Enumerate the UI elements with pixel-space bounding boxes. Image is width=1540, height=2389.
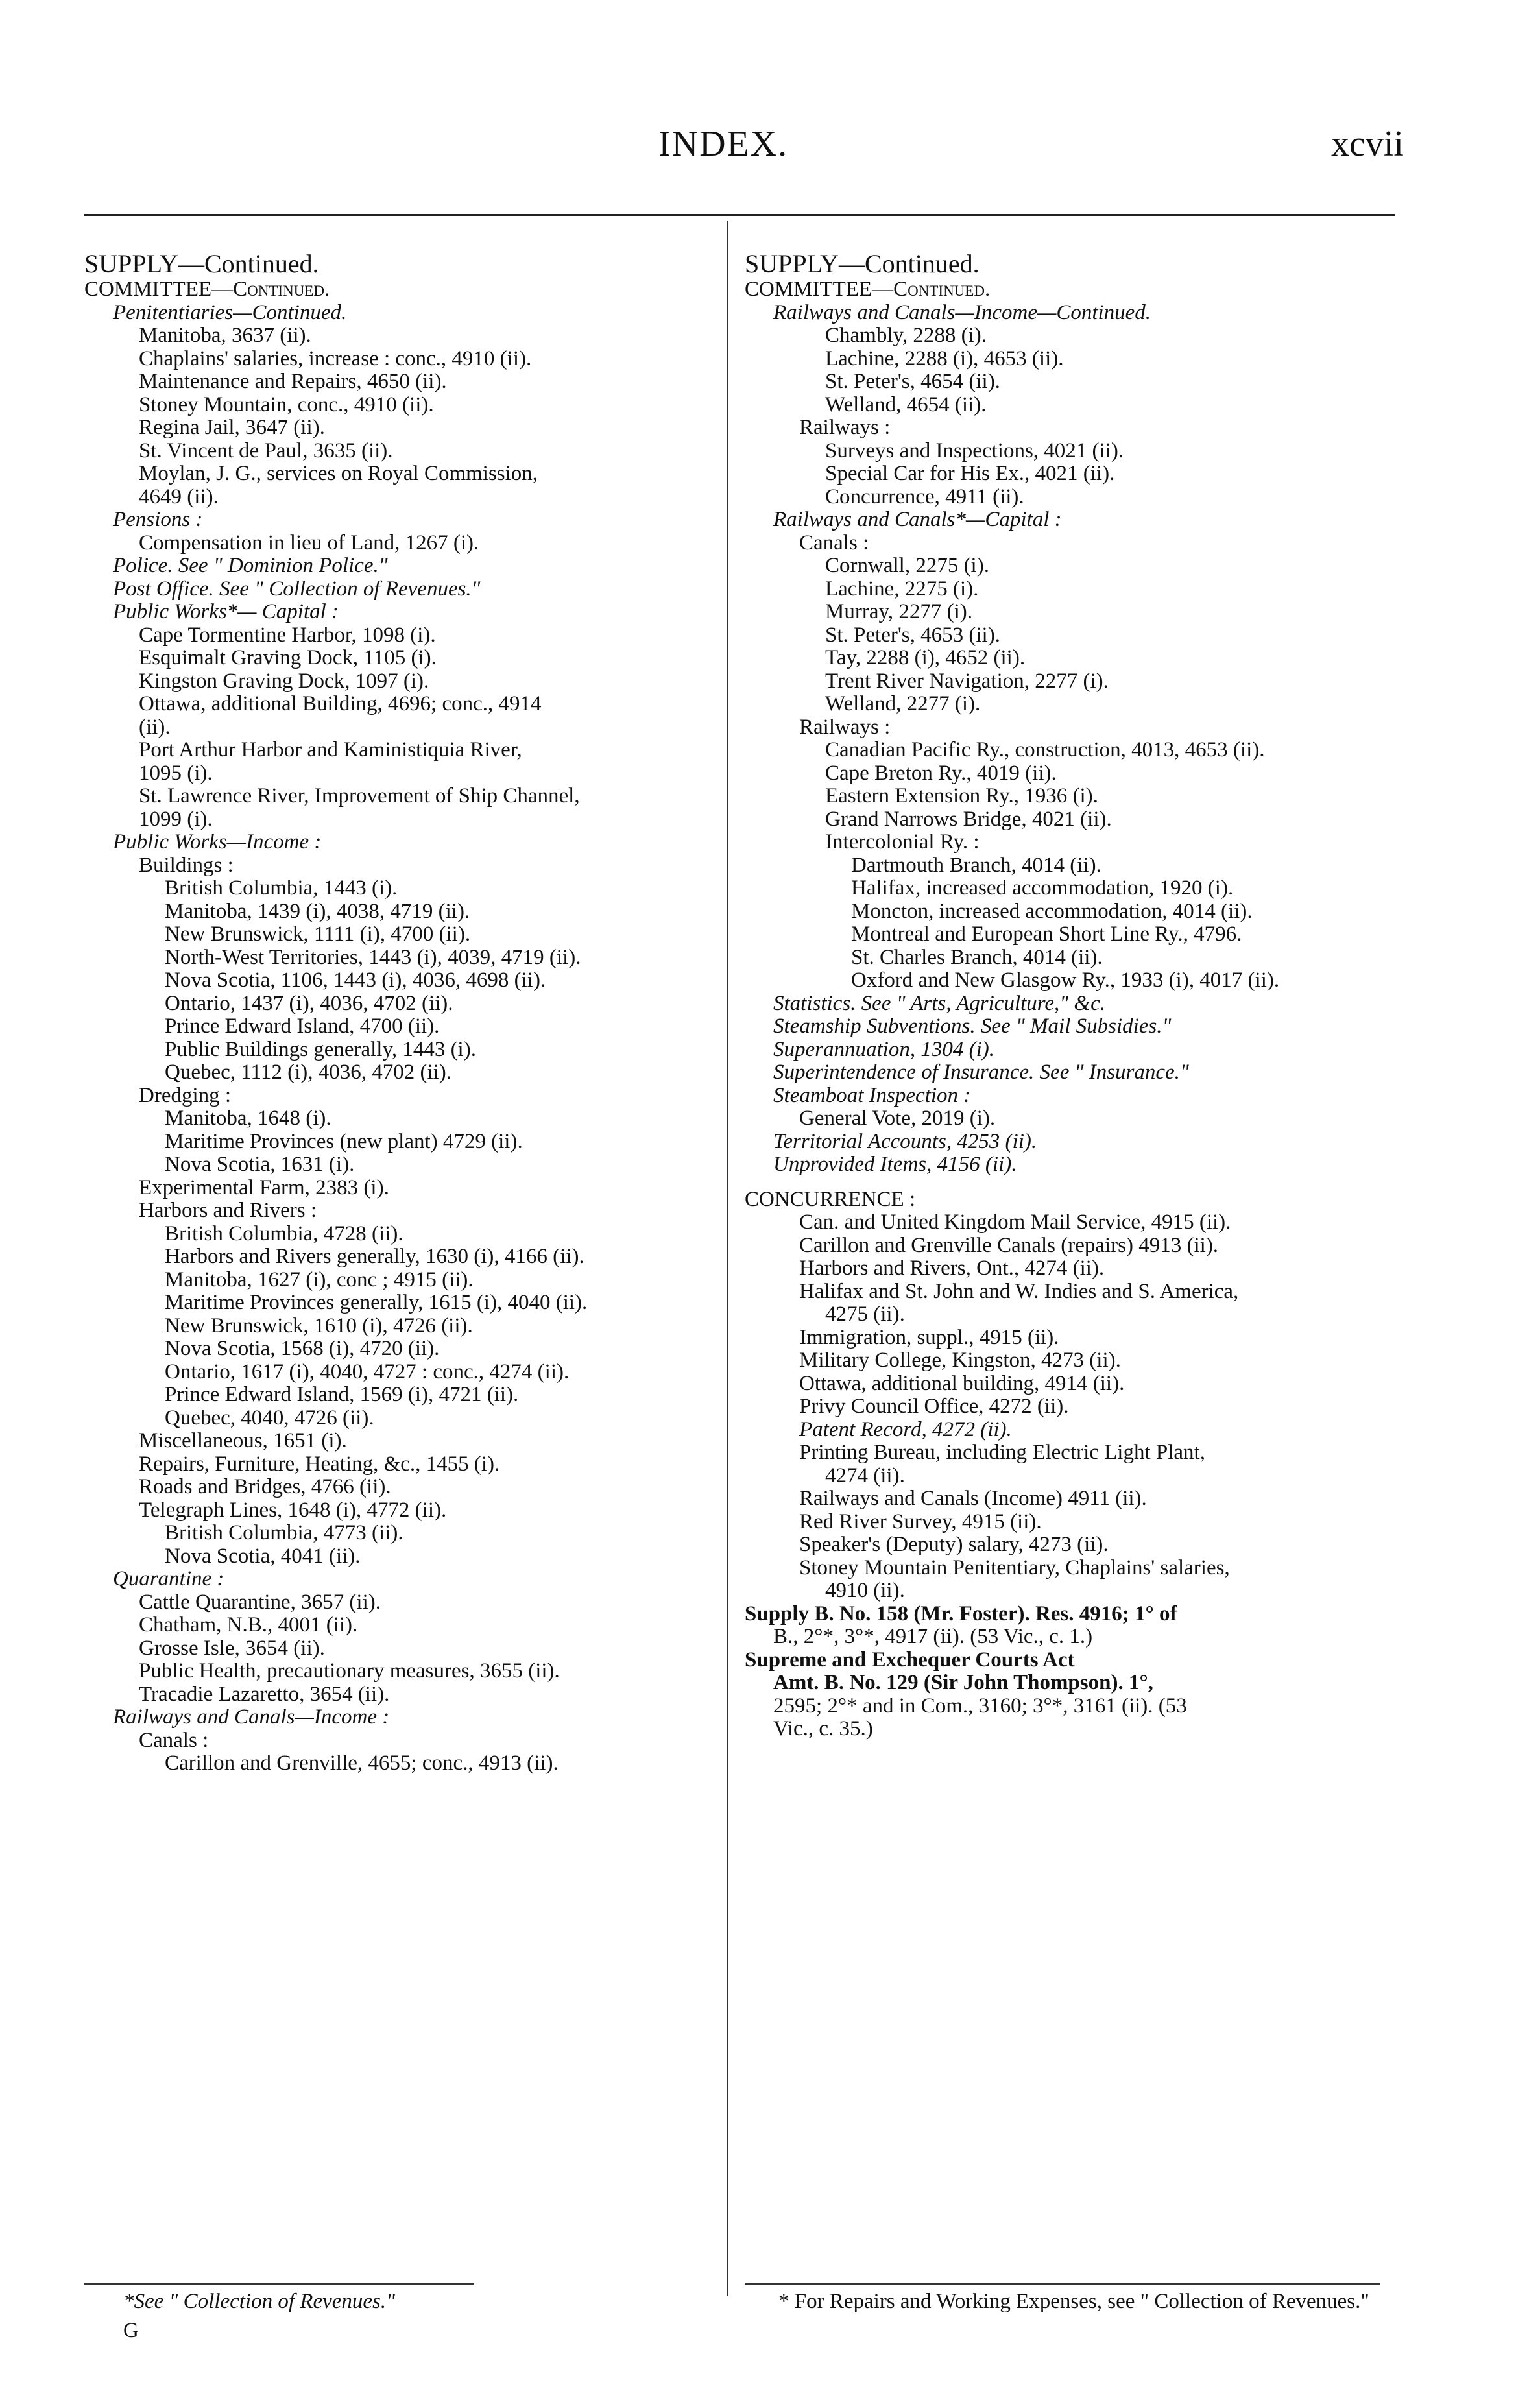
index-entry: 4649 (ii). <box>139 485 219 509</box>
index-entry: Concurrence, 4911 (ii). <box>825 485 1024 509</box>
index-entry: Privy Council Office, 4272 (ii). <box>799 1395 1069 1418</box>
index-entry: Ontario, 1617 (i), 4040, 4727 : conc., 4274 (ii). <box>165 1360 570 1384</box>
index-entry: Special Car for His Ex., 4021 (ii). <box>825 462 1115 485</box>
index-entry: Stoney Mountain Penitentiary, Chaplains' salaries, <box>799 1555 1230 1579</box>
index-entry: Tracadie Lazaretto, 3654 (ii). <box>139 1682 390 1706</box>
index-entry: Nova Scotia, 1631 (i). <box>165 1153 355 1176</box>
index-entry: New Brunswick, 1610 (i), 4726 (ii). <box>165 1314 473 1338</box>
page-header <box>0 123 1540 182</box>
index-entry: Miscellaneous, 1651 (i). <box>139 1429 347 1452</box>
index-entry: Lachine, 2288 (i), 4653 (ii). <box>825 346 1064 370</box>
index-entry: Manitoba, 3637 (ii). <box>139 324 311 347</box>
index-entry: Maritime Provinces (new plant) 4729 (ii). <box>165 1129 523 1153</box>
index-entry: Grosse Isle, 3654 (ii). <box>139 1636 325 1660</box>
index-entry: Lachine, 2275 (i). <box>825 577 979 601</box>
index-entry: Welland, 4654 (ii). <box>825 392 987 416</box>
page-number: xcvii <box>1331 124 1404 164</box>
index-entry: Supply B. No. 158 (Mr. Foster). Res. 4916; 1° of <box>745 1602 1177 1626</box>
index-entry: 4910 (ii). <box>825 1579 905 1602</box>
signature-mark: G <box>123 2319 139 2342</box>
index-entry: Chambly, 2288 (i). <box>825 324 987 347</box>
index-entry: British Columbia, 4728 (ii). <box>165 1221 403 1245</box>
index-entry: Esquimalt Graving Dock, 1105 (i). <box>139 646 437 669</box>
index-entry: Halifax and St. John and W. Indies and S. America, <box>799 1279 1239 1303</box>
index-entry: Repairs, Furniture, Heating, &c., 1455 (i). <box>139 1452 500 1476</box>
index-entry: Surveys and Inspections, 4021 (ii). <box>825 438 1124 462</box>
index-entry: Manitoba, 1439 (i), 4038, 4719 (ii). <box>165 899 470 923</box>
index-entry: St. Lawrence River, Improvement of Ship Channel, <box>139 784 580 808</box>
index-entry: Post Office. See " Collection of Revenues." <box>113 577 481 601</box>
index-entry: Printing Bureau, including Electric Light Plant, <box>799 1441 1205 1464</box>
index-entry: Stoney Mountain, conc., 4910 (ii). <box>139 392 434 416</box>
index-entry: Maritime Provinces generally, 1615 (i), 4040 (ii). <box>165 1291 588 1314</box>
index-entry: 1095 (i). <box>139 761 213 785</box>
index-entry: B., 2°*, 3°*, 4917 (ii). (53 Vic., c. 1.) <box>773 1625 1093 1648</box>
index-entry: Prince Edward Island, 1569 (i), 4721 (ii). <box>165 1383 519 1406</box>
index-entry: Chatham, N.B., 4001 (ii). <box>139 1613 358 1637</box>
index-entry: Military College, Kingston, 4273 (ii). <box>799 1349 1121 1372</box>
index-entry: Cape Breton Ry., 4019 (ii). <box>825 761 1057 785</box>
index-entry: Steamboat Inspection : <box>773 1083 971 1107</box>
index-entry: 2595; 2°* and in Com., 3160; 3°*, 3161 (ii). (53 <box>773 1694 1187 1718</box>
index-entry: Superannuation, 1304 (i). <box>773 1037 994 1061</box>
index-entry: Canals : <box>139 1728 209 1752</box>
index-entry: Telegraph Lines, 1648 (i), 4772 (ii). <box>139 1498 447 1522</box>
index-entry: Unprovided Items, 4156 (ii). <box>773 1153 1017 1176</box>
index-entry: Statistics. See " Arts, Agriculture," &c. <box>773 991 1105 1015</box>
left-column <box>84 250 707 1775</box>
index-entry: Railways and Canals—Income—Continued. <box>773 300 1151 324</box>
index-entry: Superintendence of Insurance. See " Insurance." <box>773 1061 1189 1084</box>
index-entry: Railways and Canals*—Capital : <box>773 508 1062 531</box>
page-title: INDEX. <box>658 124 789 164</box>
index-entry: General Vote, 2019 (i). <box>799 1107 996 1130</box>
index-entry: Welland, 2277 (i). <box>825 692 981 715</box>
index-entry: Dredging : <box>139 1083 232 1107</box>
index-entry: Buildings : <box>139 853 234 877</box>
index-entry: Steamship Subventions. See " Mail Subsidies." <box>773 1014 1172 1038</box>
footnote-left: *See " Collection of Revenues." <box>123 2290 395 2313</box>
index-entry: Can. and United Kingdom Mail Service, 4915 (ii). <box>799 1210 1231 1234</box>
index-entry: Pensions : <box>113 508 203 531</box>
index-entry: Quebec, 4040, 4726 (ii). <box>165 1406 374 1430</box>
index-entry: Experimental Farm, 2383 (i). <box>139 1175 389 1199</box>
index-entry: Railways : <box>799 715 891 739</box>
index-entry: Cornwall, 2275 (i). <box>825 554 989 577</box>
index-entry: Public Works—Income : <box>113 830 322 854</box>
index-entry: Port Arthur Harbor and Kaministiquia River, <box>139 738 522 762</box>
index-entry: Railways and Canals (Income) 4911 (ii). <box>799 1487 1147 1510</box>
index-entry: Eastern Extension Ry., 1936 (i). <box>825 784 1098 808</box>
index-entry: St. Vincent de Paul, 3635 (ii). <box>139 438 393 462</box>
index-entry: Carillon and Grenville, 4655; conc., 4913 (ii). <box>165 1751 559 1775</box>
index-entry: Halifax, increased accommodation, 1920 (i). <box>851 876 1234 900</box>
index-entry: Nova Scotia, 4041 (ii). <box>165 1544 361 1568</box>
index-entry: COMMITTEE—Continued. <box>745 278 991 301</box>
index-entry: Dartmouth Branch, 4014 (ii). <box>851 853 1101 877</box>
index-entry: Railways : <box>799 416 891 439</box>
index-entry: Kingston Graving Dock, 1097 (i). <box>139 669 429 693</box>
index-entry: North-West Territories, 1443 (i), 4039, 4719 (ii). <box>165 945 581 969</box>
index-entry: Vic., c. 35.) <box>773 1717 873 1740</box>
index-entry: Regina Jail, 3647 (ii). <box>139 416 325 439</box>
index-entry: Trent River Navigation, 2277 (i). <box>825 669 1109 693</box>
section-heading: SUPPLY—Continued. <box>745 249 980 278</box>
index-entry: Ottawa, additional building, 4914 (ii). <box>799 1371 1125 1395</box>
index-entry: COMMITTEE—Continued. <box>84 278 330 301</box>
index-entry: Manitoba, 1627 (i), conc ; 4915 (ii). <box>165 1267 474 1291</box>
index-entry: 4275 (ii). <box>825 1303 905 1326</box>
index-entry: 4274 (ii). <box>825 1463 905 1487</box>
index-entry: Harbors and Rivers generally, 1630 (i), 4166 (ii). <box>165 1245 584 1268</box>
index-entry: Patent Record, 4272 (ii). <box>799 1417 1012 1441</box>
index-entry: CONCURRENCE : <box>745 1187 916 1211</box>
index-entry: St. Charles Branch, 4014 (ii). <box>851 945 1103 969</box>
index-entry: Manitoba, 1648 (i). <box>165 1107 331 1130</box>
index-entry: Public Works*— Capital : <box>113 600 339 623</box>
footnote-rule-left <box>84 2283 474 2285</box>
footnote-right: * For Repairs and Working Expenses, see " Collection of Revenues." <box>778 2290 1369 2313</box>
index-entry: 1099 (i). <box>139 807 213 831</box>
index-entry: Compensation in lieu of Land, 1267 (i). <box>139 531 479 555</box>
index-entry: Moncton, increased accommodation, 4014 (ii). <box>851 899 1253 923</box>
index-entry: Immigration, suppl., 4915 (ii). <box>799 1325 1059 1349</box>
index-entry: Speaker's (Deputy) salary, 4273 (ii). <box>799 1533 1109 1556</box>
footnote-rule-right <box>745 2283 1380 2285</box>
index-entry: Nova Scotia, 1568 (i), 4720 (ii). <box>165 1337 440 1360</box>
index-entry: Intercolonial Ry. : <box>825 830 980 854</box>
index-entry: Supreme and Exchequer Courts Act <box>745 1648 1075 1672</box>
index-entry: Chaplains' salaries, increase : conc., 4910 (ii). <box>139 346 532 370</box>
index-entry: Oxford and New Glasgow Ry., 1933 (i), 4017 (ii). <box>851 968 1280 992</box>
index-entry: Roads and Bridges, 4766 (ii). <box>139 1475 391 1498</box>
section-heading: SUPPLY—Continued. <box>84 249 319 278</box>
index-entry: Public Buildings generally, 1443 (i). <box>165 1037 476 1061</box>
right-column <box>745 250 1393 1741</box>
index-entry: Red River Survey, 4915 (ii). <box>799 1509 1042 1533</box>
index-entry: Quarantine : <box>113 1567 224 1591</box>
index-entry: Carillon and Grenville Canals (repairs) 4913 (ii). <box>799 1233 1219 1257</box>
index-entry: Cape Tormentine Harbor, 1098 (i). <box>139 623 436 647</box>
index-entry: Public Health, precautionary measures, 3655 (ii). <box>139 1659 560 1683</box>
index-entry: Quebec, 1112 (i), 4036, 4702 (ii). <box>165 1061 452 1084</box>
index-entry: Railways and Canals—Income : <box>113 1705 390 1729</box>
index-entry: Harbors and Rivers, Ont., 4274 (ii). <box>799 1256 1105 1280</box>
index-entry: Ottawa, additional Building, 4696; conc., 4914 <box>139 692 542 715</box>
index-entry: Montreal and European Short Line Ry., 4796. <box>851 922 1242 946</box>
index-entry: Penitentiaries—Continued. <box>113 300 347 324</box>
index-entry: (ii). <box>139 715 171 739</box>
index-entry: New Brunswick, 1111 (i), 4700 (ii). <box>165 922 471 946</box>
index-entry: Grand Narrows Bridge, 4021 (ii). <box>825 807 1112 831</box>
index-entry: St. Peter's, 4654 (ii). <box>825 370 1000 393</box>
index-entry: British Columbia, 1443 (i). <box>165 876 398 900</box>
index-entry: Cattle Quarantine, 3657 (ii). <box>139 1590 381 1614</box>
index-entry: Canadian Pacific Ry., construction, 4013, 4653 (ii). <box>825 738 1265 762</box>
column-divider <box>727 221 728 2296</box>
index-entry: Tay, 2288 (i), 4652 (ii). <box>825 646 1026 669</box>
index-entry: Moylan, J. G., services on Royal Commission, <box>139 462 538 485</box>
index-entry: Nova Scotia, 1106, 1443 (i), 4036, 4698 (ii). <box>165 968 546 992</box>
index-entry <box>745 1177 1393 1188</box>
index-entry: Territorial Accounts, 4253 (ii). <box>773 1129 1037 1153</box>
index-entry: British Columbia, 4773 (ii). <box>165 1521 403 1544</box>
index-entry: Maintenance and Repairs, 4650 (ii). <box>139 370 447 393</box>
index-entry: Murray, 2277 (i). <box>825 600 972 623</box>
header-rule <box>84 214 1395 216</box>
index-entry: Harbors and Rivers : <box>139 1199 317 1222</box>
index-entry: Amt. B. No. 129 (Sir John Thompson). 1°, <box>773 1671 1153 1694</box>
index-entry: Canals : <box>799 531 869 555</box>
index-entry: Police. See " Dominion Police." <box>113 554 388 577</box>
index-entry: Ontario, 1437 (i), 4036, 4702 (ii). <box>165 991 453 1015</box>
index-entry: Prince Edward Island, 4700 (ii). <box>165 1014 440 1038</box>
index-entry: St. Peter's, 4653 (ii). <box>825 623 1000 647</box>
